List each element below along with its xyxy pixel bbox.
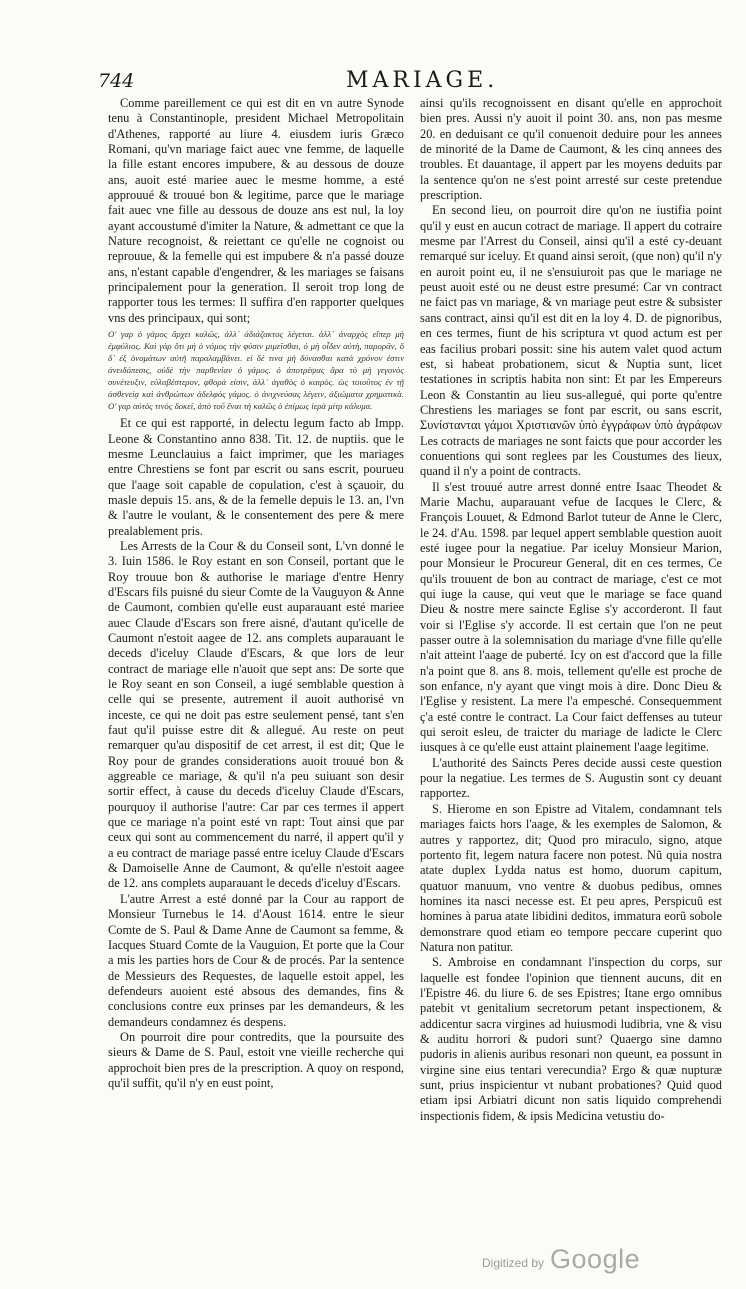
paragraph: L'autre Arrest a esté donné par la Cour au rapport de Monsieur Turnebus le 14. d'Aoust 1614. entre le sieur Comte de S. Paul & Dame Anne de Caumont sa femme, & Iacques Stuard Comte de la Vauguion, Et porte que la Cour a mis les parties hors de Cour & de procés. Par la sentence de Messieurs des Requestes, de laquelle estoit appel, les defendeurs auoient esté absous des demandes, fins & conclusions contre eux prinses par les demandeurs, & les demandeurs condamnez és despens. bbox=[108, 891, 404, 1029]
google-logo: Google bbox=[550, 1244, 641, 1274]
paragraph: En second lieu, on pourroit dire qu'on ne iustifia point qu'il y eust en aucun cotract de mariage. Il appert du cotraire mesme par l'Arrest du Conseil, ainsi qu'il a esté cy-deuant remarqué sur iceluy. Et quand ainsi seroit, (que non) qu'il n'y en auroit point eu, il ne s'ensuiuroit pas que le mariage ne peust auoit esté ou ne deust estre presumé: Car vn contract ne faict pas vn mariage, & vn mariage peut estre & subsister sans contract, ainsi qu'il est dit en la loy 4. D. de pignoribus, en ces termes, fiunt de his scriptura vt quod actum est per eas facilius probari possit: sine his autem valet quod actum est, si habeat probationem, sicut & Nuptia sunt, licet testationes in scriptis habita non sint: Et par les Empereurs Leon & Constantin au lieu sus-allegué, qui porte qu'entre Chrestiens les mariages se font par escrit, ou sans escrit, Συνίστανται γάμοι Χριστιανῶν ὑπὸ ἐγγράφων ὑπὸ ἀγράφων Les cotracts de mariages ne sont faicts que pour accorder les conuentions qui sont reglees par les Coustumes des lieux, quand il n'y a point de contracts. bbox=[420, 203, 722, 479]
paragraph: Comme pareillement ce qui est dit en vn autre Synode tenu à Constantinople, president Michael Metropolitain d'Athenes, rapporté au liure 4. eiusdem iuris Græco Romani, qu'vn mariage faict auec vne femme, de laquelle la fille estant encores impubere, & au dessous de douze ans, auoit esté mariee auec le mesme homme, a esté approuué & trouué bon & legitime, parce que le mariage fait auec vne fille au dessous de douze ans est nul, la loy ayant accoustumé d'imiter la Nature, & admettant ce que la Nature recognoist, & reiettant ce qu'elle ne cognoist ou reprouue, & la femelle qui est impubere & n'a passé douze ans, n'estant capable d'engendrer, & les mariages se faisans principalement pour la generation. Il seroit trop long de rapporter tous les termes: Il suffira d'en rapporter quelques vns des principaux, qui sont; bbox=[108, 96, 404, 325]
right-text-column bbox=[420, 96, 722, 1124]
page-number: 744 bbox=[98, 70, 135, 92]
paragraph: On pourroit dire pour contredits, que la poursuite des sieurs & Dame de S. Paul, estoit vne vieille recherche qui approchoit bien pres de la prescription. A quoy on respond, qu'il suffit, qu'il n'y en eust point, bbox=[108, 1029, 404, 1090]
paragraph: Et ce qui est rapporté, in delectu legum facto ab Impp. Leone & Constantino anno 838. Tit. 12. de nuptiis. que le mesme Leunclauius a faict imprimer, que les mariages entre Chrestiens se font par escrit ou sans escrit, pourueu que l'aage soit capable de copulation, c'est à sçauoir, du masle depuis 15. ans, & de la femelle depuis le 13. an, l'vn & l'autre le voulant, & le consentement des pere & mere prealablement pris. bbox=[108, 416, 404, 538]
digitized-by-label: Digitized by bbox=[482, 1256, 545, 1270]
paragraph: Les Arrests de la Cour & du Conseil sont, L'vn donné le 3. Iuin 1586. le Roy estant en son Conseil, portant que le Roy trouue bon & authorise le mariage d'entre Henry d'Escars fils puisné du sieur Comte de la Vauguyon & Anne de Caumont, combien qu'elle eust auparauant esté mariee auec Claude d'Escars son frere aisné, d'autant qu'icelle de Caumont n'estoit aagee de 12. ans complets auparauant le deceds d'iceluy Claude d'Escars, & que lors de leur contract de mariage elle n'auoit que sept ans: De sorte que le Roy seant en son Conseil, a iugé semblable question à celle qui se presente, autrement il auoit authorisé vn inceste, ce qui ne doit pas estre seulement pensé, tant s'en faut qu'il puisse estre dit & allegué. Au reste on peut remarquer qu'au dispositif de cet arrest, il est dit; Que le Roy pour de grandes considerations auoit trouué bon & aggreable ce mariage, & qu'il n'a peu suiuant son desir sortir effect, à cause du deceds d'iceluy Claude d'Escars, pourquoy il authorise l'autre: Car par ces termes il appert que ce mariage n'a point esté vn rapt: Tout ainsi que par ceux qui sont au commencement du narré, il appert qu'il y a eu contract de mariage passé entre iceluy Claude d'Escars & Damoiselle Anne de Caumont, & qu'elle n'estoit aagee de 12. ans complets auparauant le deceds d'iceluy d'Escars. bbox=[108, 538, 404, 891]
running-title: MARIAGE. bbox=[346, 68, 499, 93]
google-watermark bbox=[482, 1244, 640, 1275]
page-header bbox=[98, 70, 708, 96]
paragraph: S. Hierome en son Epistre ad Vitalem, condamnant tels mariages faicts hors l'aage, & les exemples de Salomon, & autres y rapportez, dit; Quod pro miraculo, signo, atque portento fit, legem natura facere non potest. Nũ quia nostra atate duplex Lydda natus est homo, duorum capitum, quatuor manuum, vno ventre & duobus pedibus, omnes homines ita nasci necesse est. Et peu apres, Perspicuũ est homines à parua atate libidini deditos, immatura eorũ sobole demonstrare quod etiam eo tempore peccare cuperint quo Natura non patitur. bbox=[420, 801, 722, 954]
left-text-column bbox=[108, 96, 404, 1091]
greek-quotation: Ο' γαρ ὁ γάμος ἄρχει καλῶς, ἀλλ᾽ ἀδιάζακτος λέγεται. ἀλλ᾽ ἀναρχὸς εἴπερ μὴ ἐμφύλιος. Καὶ γὰρ ὅτι μὴ ὁ νόμος τὴν φύσιν μιμεῖσθαι, ὁ μὴ οἶδεν αὐτὴ, παρορᾶν, ὅ δ᾽ ἐξ ὀνομάτων αὐτῆ παραλαμβάνει. εἰ δέ τινα μὴ δύνασθαι κατὰ χρόνον ἐστιν ἀνειδόπεσις, οὐδὲ τὴν παρθενίαν ὁ γάμος. ὁ ἀποτρέψας ἄρα τὸ μὴ γεγονὸς συνέτευξιν, εὐλαβέστερον, φθορὰ εἰσιν, ἀλλ᾽ ἀγαθὸς ὁ καιρὸς. ὡς τοιοῦτος ἐν τῇ ἀσθενείᾳ καὶ ἀνθρώπων ἀδελφὸς γάμος. ὁ ἀνιχνεύσας λέγειν, ἀξιώματα χρηματικὰ. Ο' γαρ αὐτὸς τινὸς δοκεῖ, ἀπὸ τοῦ ἔναι τὴ καλῶς ὁ ἐπίμως ἱερὰ μίτρ κάλυμα. bbox=[108, 329, 404, 412]
paragraph: ainsi qu'ils recognoissent en disant qu'elle en approchoit bien pres. Aussi n'y auoit il point 30. ans, non pas mesme 20. en deduisant ce qu'il conuenoit deduire pour les annees de minorité de la Dame de Caumont, & les cinq annees des troubles. Et dauantage, il appert par les moyens deduits par la sentence qu'on ne s'est point arresté sur ceste pretendue prescription. bbox=[420, 96, 722, 203]
paragraph: L'authorité des Saincts Peres decide aussi ceste question pour la negatiue. Les termes de S. Augustin sont cy deuant rapportez. bbox=[420, 755, 722, 801]
paragraph: S. Ambroise en condamnant l'inspection du corps, sur laquelle est fondee l'opinion que tiennent aucuns, dit en l'Epistre 46. du liure 6. de ses Epistres; Itane ergo omnibus patebit vt genitalium secretorum petant inspectionem, & addicentur sacra virgines ad huiusmodi ludibria, vne & visu & auditu horrori & pudori sunt? Quaergo sine damno pudoris in alienis auribus resonari non queunt, ea possunt in virgine sine eius tentari verecundia? Ergo & quæ nupturæ sunt, prius inspicientur vt nubant probationes? Quid quod etiam ipsi Arbiatri dicunt non satis liquido comprehendi inspectionis fidem, & ipsis Medicina vetustiu do- bbox=[420, 955, 722, 1123]
paragraph: Il s'est trouué autre arrest donné entre Isaac Theodet & Marie Machu, auparauant vefue de Iacques le Clerc, & François Louuet, & Edmond Barlot tuteur de Anne le Clerc, le 24. d'Au. 1598. par lequel appert semblable question auoit esté iugee pour la negatiue. Par iceluy Monsieur Marion, pour Monsieur le Procureur General, dit en ces termes, Ce qu'ils trouuent de bon au contract de mariage, c'est ce mot qui iuge la cause, qui veut que le mariage se face quand Dieu & nostre mere saincte Eglise s'y accorderont. Il faut voir si l'Eglise s'y accorde. Il est certain que l'on ne peut passer outre à la solemnisation du mariage d'vne fille qu'elle n'ait atteint l'aage de puberté. Icy on est d'accord que la fille n'a point que 8. ans 8. mois, tellement qu'elle est proche de son enfance, n'y ayant que vingt mois à dire. Donc Dieu & l'Eglise y resistent. La mere l'a empesché. Consequemment ç'a esté contre le contract. La Cour faict deffenses au tuteur qui seroit esleu, de traicter du mariage de ladicte le Clerc iusques à ce qu'elle eust attaint plainement l'aage legitime. bbox=[420, 479, 722, 755]
